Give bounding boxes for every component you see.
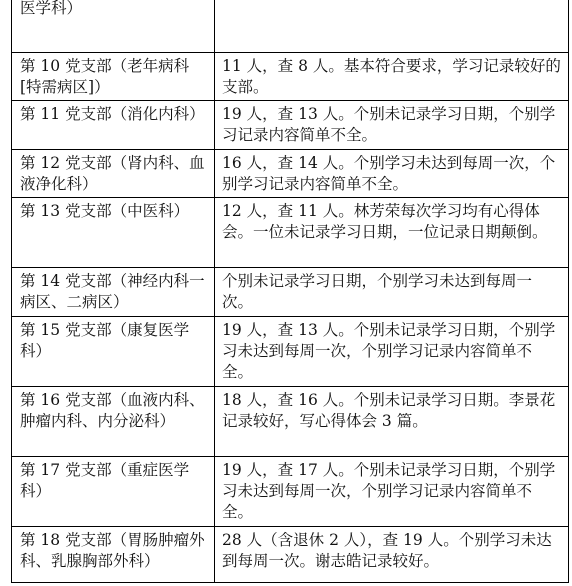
inspection-result-cell: 18 人，查 16 人。个别未记录学习日期。李景花记录较好，写心得体会 3 篇。 bbox=[215, 387, 569, 457]
inspection-result-cell: 19 人，查 13 人。个别未记录学习日期，个别学习记录内容简单不全。 bbox=[215, 101, 569, 150]
table-row bbox=[12, 268, 569, 317]
inspection-table bbox=[11, 0, 569, 583]
branch-cell: 第 15 党支部（康复医学科） bbox=[12, 317, 215, 387]
inspection-result-cell: 11 人，查 8 人。基本符合要求，学习记录较好的支部。 bbox=[215, 53, 569, 101]
branch-cell: 医学科） bbox=[12, 0, 215, 53]
inspection-result-cell: 19 人，查 13 人。个别未记录学习日期，个别学习未达到每周一次，个别学习记录内容简单不全。 bbox=[215, 317, 569, 387]
table-row bbox=[12, 317, 569, 387]
inspection-result-cell: 个别未记录学习日期，个别学习未达到每周一次。 bbox=[215, 268, 569, 317]
table-body bbox=[12, 0, 569, 583]
table-row bbox=[12, 198, 569, 268]
table-row bbox=[12, 387, 569, 457]
table-row bbox=[12, 53, 569, 101]
branch-cell: 第 18 党支部（胃肠肿瘤外科、乳腺胸部外科） bbox=[12, 527, 215, 583]
branch-cell: 第 16 党支部（血液内科、肿瘤内科、内分泌科） bbox=[12, 387, 215, 457]
branch-cell: 第 13 党支部（中医科） bbox=[12, 198, 215, 268]
table-row bbox=[12, 527, 569, 583]
inspection-result-cell: 28 人（含退休 2 人），查 19 人。个别学习未达到每周一次。谢志皓记录较好。 bbox=[215, 527, 569, 583]
branch-cell: 第 10 党支部（老年病科[特需病区]） bbox=[12, 53, 215, 101]
branch-cell: 第 12 党支部（肾内科、血液净化科） bbox=[12, 150, 215, 198]
table-row bbox=[12, 0, 569, 53]
table-row bbox=[12, 457, 569, 527]
branch-cell: 第 17 党支部（重症医学科） bbox=[12, 457, 215, 527]
inspection-result-cell: 19 人，查 17 人。个别未记录学习日期，个别学习未达到每周一次，个别学习记录内容简单不全。 bbox=[215, 457, 569, 527]
table-row bbox=[12, 101, 569, 150]
inspection-result-cell: 16 人，查 14 人。个别学习未达到每周一次，个别学习记录内容简单不全。 bbox=[215, 150, 569, 198]
branch-cell: 第 11 党支部（消化内科） bbox=[12, 101, 215, 150]
branch-cell: 第 14 党支部（神经内科一病区、二病区） bbox=[12, 268, 215, 317]
table-row bbox=[12, 150, 569, 198]
inspection-result-cell: 12 人，查 11 人。林芳荣每次学习均有心得体会。一位未记录学习日期，一位记录日期颠倒。 bbox=[215, 198, 569, 268]
inspection-result-cell bbox=[215, 0, 569, 53]
